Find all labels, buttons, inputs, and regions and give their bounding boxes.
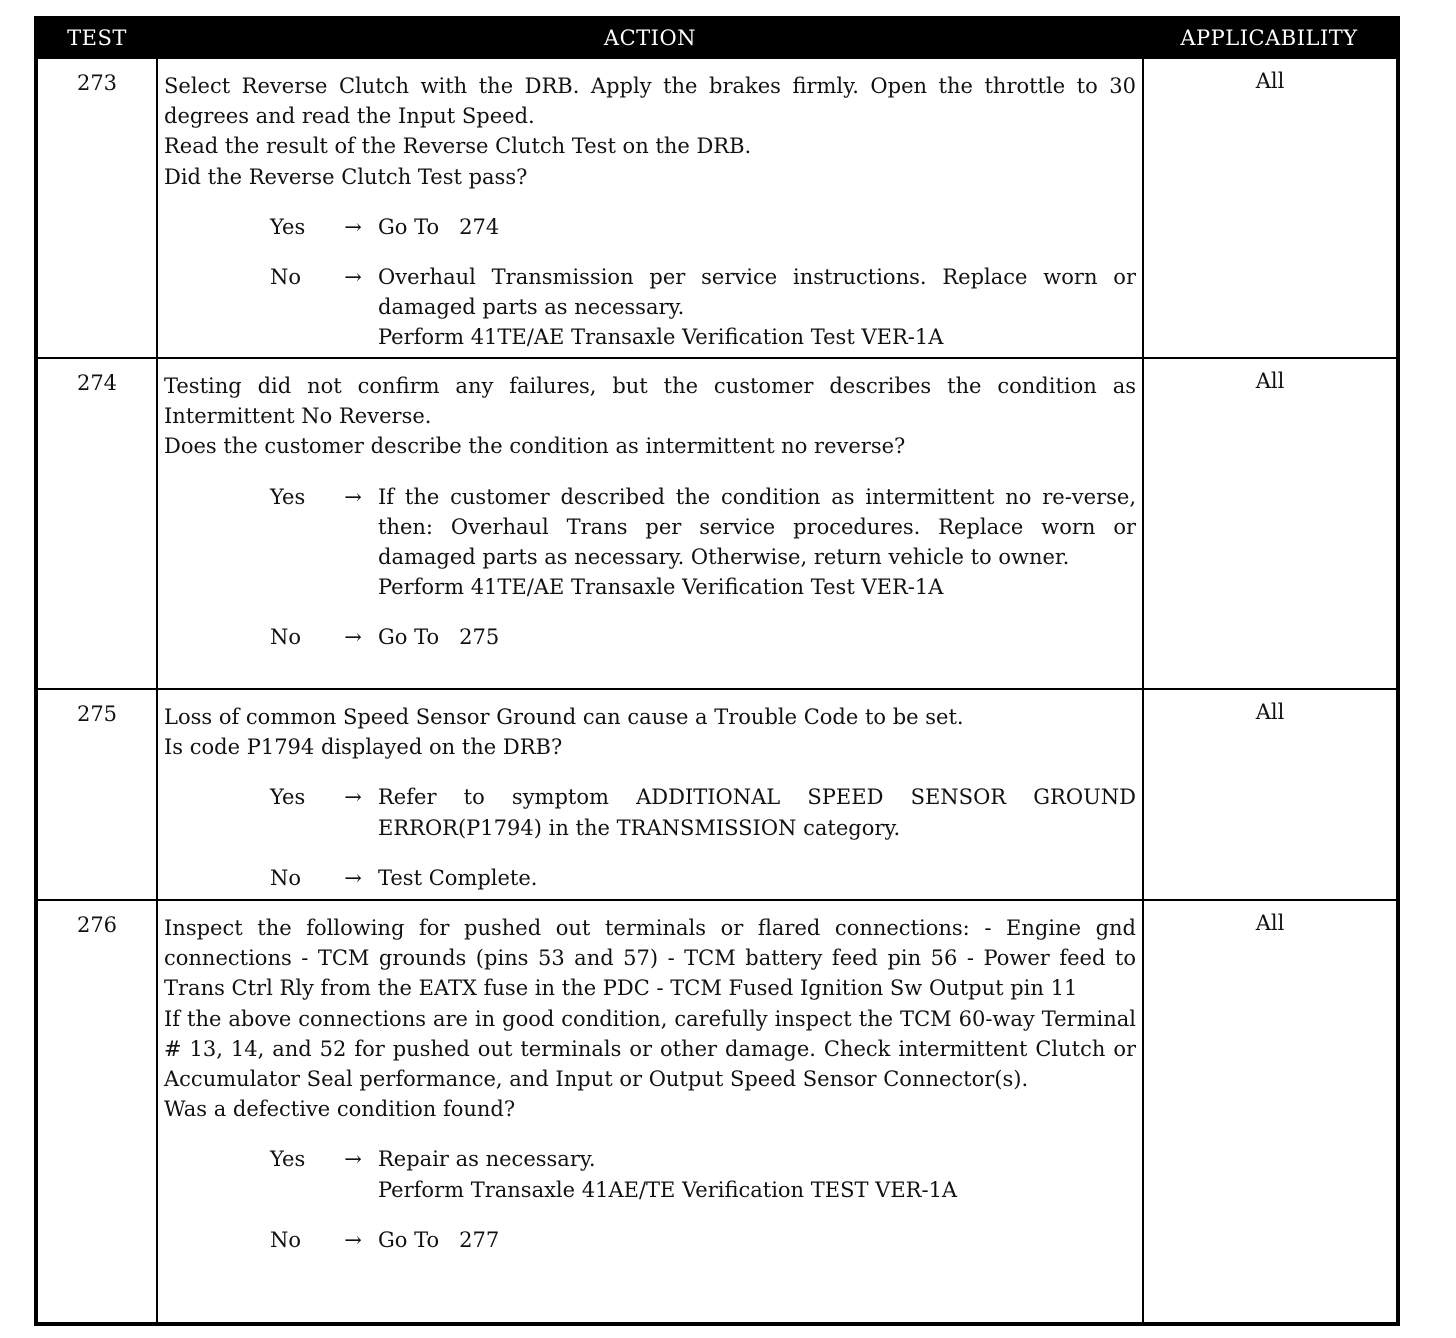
table-header: [38, 20, 1396, 59]
result-line: Go To 274: [378, 214, 500, 239]
no-label: No: [270, 1227, 302, 1252]
branch-result: [378, 1225, 1136, 1255]
action-cell: [164, 702, 1136, 893]
table-row: [38, 359, 1396, 690]
action-text: Inspect the following for pushed out terminals or flared connections: - Engine gnd connections - TCM grounds (pins 53 and 57) - TCM battery feed pin 56 - Power feed to Trans Ctrl Rly from the EATX fuse in the PDC - TCM Fused Ignition Sw Output pin 11: [164, 916, 1136, 1001]
applicability-value: All: [1255, 911, 1285, 935]
branch-result: [378, 622, 1136, 652]
result-line: Go To 275: [378, 625, 500, 650]
yes-label: Yes: [270, 1147, 306, 1172]
no-branch: [164, 1225, 1136, 1255]
yes-branch: [164, 212, 1136, 242]
no-branch: [164, 622, 1136, 652]
no-branch: [164, 863, 1136, 893]
arrow-icon: →: [344, 1147, 362, 1172]
yes-branch: [164, 1144, 1136, 1204]
yes-branch: [164, 782, 1136, 842]
action-cell: [164, 371, 1136, 653]
arrow-icon: →: [344, 484, 362, 509]
branch-result: [378, 482, 1136, 603]
no-label: No: [270, 265, 302, 290]
action-text: Is code P1794 displayed on the DRB?: [164, 735, 563, 760]
action-text: If the above connections are in good condition, carefully inspect the TCM 60-way Terminal # 13, 14, and 52 for pushed out terminals or other damage. Check intermittent Clutch or Accumulator Seal performance, and Input or Output Speed Sensor Connector(s).: [164, 1006, 1136, 1092]
yes-label: Yes: [270, 785, 306, 810]
result-line: Repair as necessary.: [378, 1147, 596, 1172]
yes-label: Yes: [270, 214, 306, 239]
action-text: Loss of common Speed Sensor Ground can cause a Trouble Code to be set.: [164, 705, 964, 729]
table-row: [38, 59, 1396, 359]
action-cell: [164, 913, 1136, 1255]
result-line: Test Complete.: [378, 865, 538, 890]
header-action: ACTION: [603, 26, 697, 50]
result-line: Perform 41TE/AE Transaxle Verification Test VER-1A: [378, 325, 944, 350]
test-number: 274: [76, 371, 118, 395]
arrow-icon: →: [344, 1227, 362, 1252]
arrow-icon: →: [344, 785, 362, 810]
action-text: Does the customer describe the condition as intermittent no reverse?: [164, 434, 906, 459]
no-label: No: [270, 865, 302, 890]
result-line: Perform Transaxle 41AE/TE Verification TEST VER-1A: [378, 1177, 958, 1202]
header-applicability: APPLICABILITY: [1180, 26, 1358, 50]
branch-result: [378, 262, 1136, 353]
applicability-value: All: [1255, 700, 1285, 724]
test-number: 276: [76, 913, 118, 937]
branch-result: [378, 1144, 1136, 1204]
branch-result: [378, 212, 1136, 242]
result-line: Perform 41TE/AE Transaxle Verification Test VER-1A: [378, 575, 944, 600]
branch-result: [378, 863, 1136, 893]
header-test: TEST: [67, 26, 127, 50]
result-line: If the customer described the condition as intermittent no re-verse, then: Overhaul Trans per service procedures. Replace worn or damaged parts as necessary. Otherwise, return vehicle to owner.: [378, 484, 1136, 570]
action-text: Did the Reverse Clutch Test pass?: [164, 164, 528, 189]
no-label: No: [270, 625, 302, 650]
no-branch: [164, 262, 1136, 353]
action-text: Read the result of the Reverse Clutch Test on the DRB.: [164, 134, 752, 159]
table-row: [38, 901, 1396, 1322]
yes-label: Yes: [270, 484, 306, 509]
action-text: Select Reverse Clutch with the DRB. Apply the brakes firmly. Open the throttle to 30 degrees and read the Input Speed.: [164, 74, 1136, 129]
test-table: [34, 16, 1400, 1326]
result-line: Overhaul Transmission per service instructions. Replace worn or damaged parts as necessary.: [378, 265, 1136, 320]
action-cell: [164, 71, 1136, 353]
yes-branch: [164, 482, 1136, 603]
table-row: [38, 690, 1396, 901]
branch-result: [378, 782, 1136, 842]
result-line: Go To 277: [378, 1227, 500, 1252]
action-text: Testing did not confirm any failures, but the customer describes the condition as Intermittent No Reverse.: [164, 374, 1136, 429]
result-line: Refer to symptom ADDITIONAL SPEED SENSOR GROUND ERROR(P1794) in the TRANSMISSION category.: [378, 785, 1136, 840]
arrow-icon: →: [344, 865, 362, 890]
arrow-icon: →: [344, 625, 362, 650]
test-number: 273: [76, 71, 118, 95]
arrow-icon: →: [344, 265, 362, 290]
arrow-icon: →: [344, 214, 362, 239]
test-number: 275: [76, 702, 118, 726]
applicability-value: All: [1255, 369, 1285, 393]
applicability-value: All: [1255, 69, 1285, 93]
action-text: Was a defective condition found?: [164, 1097, 516, 1122]
